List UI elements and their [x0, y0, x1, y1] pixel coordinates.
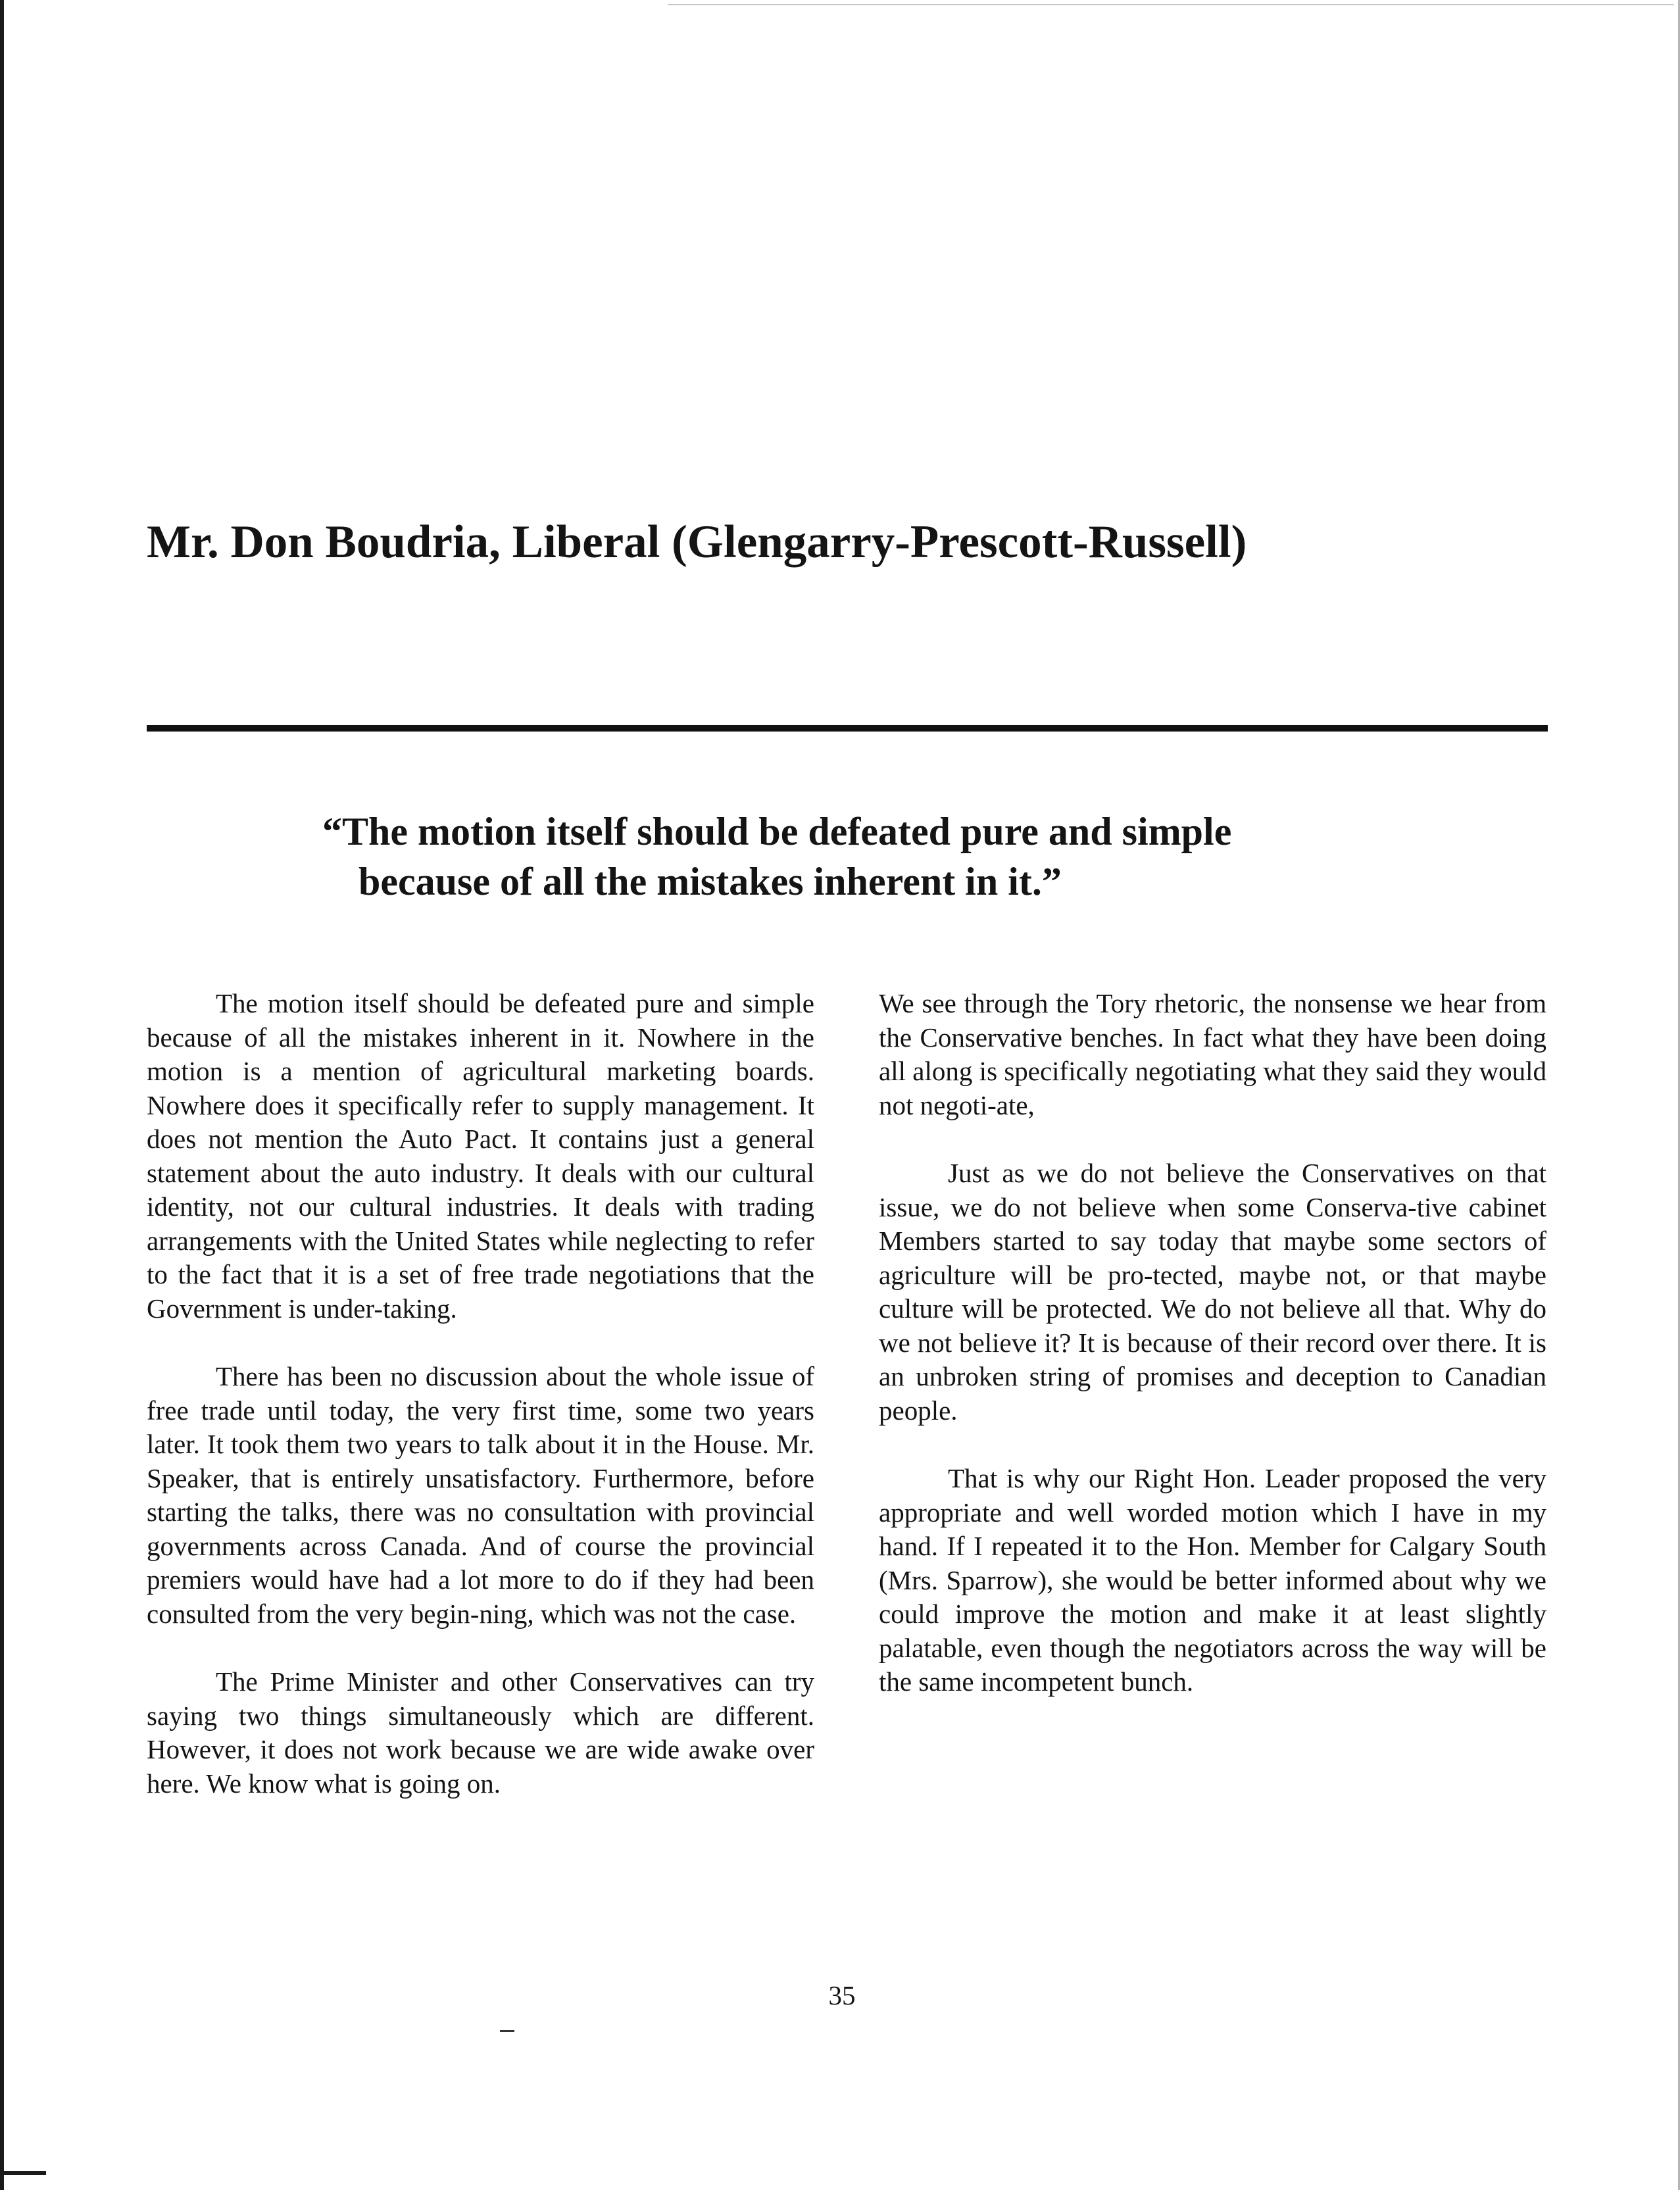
paragraph: That is why our Right Hon. Leader proposed the very appropriate and well worded motion which I have in my hand. If I repeated it to the Hon. Member for Calgary South (Mrs. Sparrow), she would be better informed about why we could improve the motion and make it at least slightly palatable, even though the negotiators across the way will be the same incompetent bunch.: [879, 1463, 1546, 1697]
pull-quote-line-1: “The motion itself should be defeated pure and simple: [322, 810, 1232, 853]
paragraph: There has been no discussion about the whole issue of free trade until today, the very first time, some two years later. It took them two years to talk about it in the House. Mr. Speaker, that is entirely unsatisfactory. Furthermore, before starting the talks, there was no consultation with provincial governments across Canada. And of course the provincial premiers would have had a lot more to do if they had been consulted from the very begin-ning, which was not the case.: [147, 1361, 814, 1629]
scan-edge-left: [0, 0, 4, 2190]
scan-edge-bottom: [0, 2171, 46, 2175]
pull-quote: [322, 807, 1441, 907]
scan-top-line: [668, 4, 1674, 5]
left-column: [147, 987, 814, 1835]
page-number: 35: [828, 1980, 856, 2010]
paragraph: We see through the Tory rhetoric, the nonsense we hear from the Conservative benches. In fact what they have been doing all along is specifically negotiating what they said they would not negoti-ate,: [879, 988, 1546, 1120]
scan-speck: [500, 2030, 514, 2032]
paragraph: The Prime Minister and other Conservatives can try saying two things simultaneously which are different. However, it does not work because we are wide awake over here. We know what is going on.: [147, 1666, 814, 1799]
paragraph: The motion itself should be defeated pure and simple because of all the mistakes inherent in it. Nowhere in the motion is a mention of agricultural marketing boards. Nowhere does it specifically refer to supply management. It does not mention the Auto Pact. It contains just a general statement about the auto industry. It deals with our cultural identity, not our cultural industries. It deals with trading arrangements with the United States while neglecting to refer to the fact that it is a set of free trade negotiations that the Government is under-taking.: [147, 988, 814, 1324]
speaker-heading: Mr. Don Boudria, Liberal (Glengarry-Prescott-Russell): [147, 516, 1247, 568]
right-column: [879, 987, 1546, 1733]
pull-quote-line-2: because of all the mistakes inherent in it.”: [358, 860, 1062, 903]
paragraph: Just as we do not believe the Conservatives on that issue, we do not believe when some Conserva-tive cabinet Members started to say today that maybe some sectors of agriculture will be pro-tected, maybe not, or that maybe culture will be protected. We do not believe all that. Why do we not believe it? It is because of their record over there. It is an unbroken string of promises and deception to Canadian people.: [879, 1158, 1546, 1426]
heading-rule: [147, 725, 1548, 732]
